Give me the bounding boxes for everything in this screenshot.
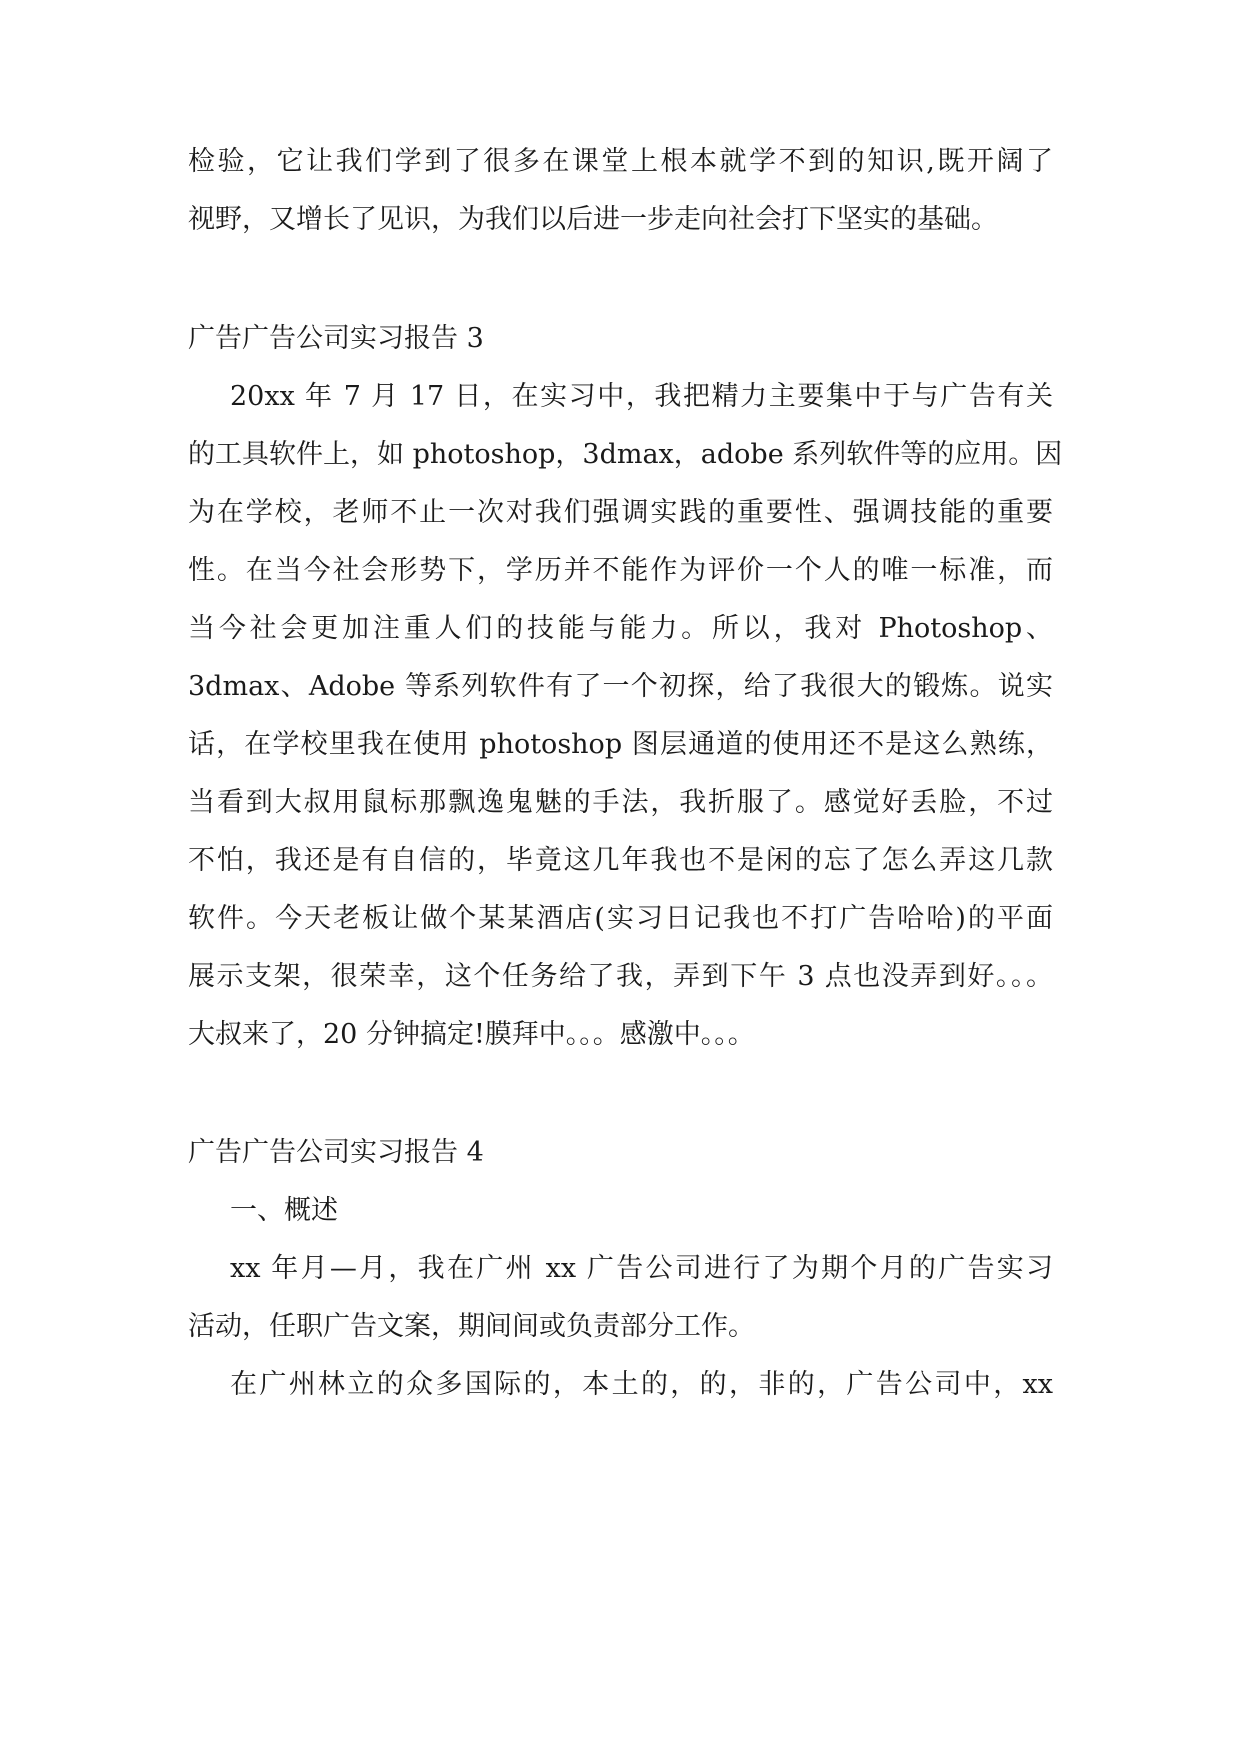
- text-line: 展示支架，很荣幸，这个任务给了我，弄到下午 3 点也没弄到好。。。: [188, 961, 1053, 992]
- text-line: 当今社会更加注重人们的技能与能力。所以，我对 Photoshop、: [188, 613, 1053, 644]
- section-title: 广告广告公司实习报告 3: [188, 323, 484, 354]
- text-line: 当看到大叔用鼠标那飘逸鬼魅的手法，我折服了。感觉好丢脸，不过: [188, 787, 1053, 818]
- text-line: 活动，任职广告文案，期间间或负责部分工作。: [188, 1311, 755, 1342]
- text-line: 不怕，我还是有自信的，毕竟这几年我也不是闲的忘了怎么弄这几款: [188, 845, 1053, 876]
- text-line: 3dmax、Adobe 等系列软件有了一个初探，给了我很大的锻炼。说实: [188, 671, 1053, 702]
- text-line: 大叔来了，20 分钟搞定!膜拜中。。。感激中。。。: [188, 1019, 755, 1050]
- subheading: 一、概述: [230, 1195, 338, 1226]
- text-line: 性。在当今社会形势下，学历并不能作为评价一个人的唯一标准，而: [188, 555, 1053, 586]
- text-line: xx 年月—月，我在广州 xx 广告公司进行了为期个月的广告实习: [230, 1253, 1053, 1284]
- text-line: 为在学校，老师不止一次对我们强调实践的重要性、强调技能的重要: [188, 497, 1053, 528]
- text-line: 软件。今天老板让做个某某酒店(实习日记我也不打广告哈哈)的平面: [188, 903, 1053, 934]
- section-title: 广告广告公司实习报告 4: [188, 1137, 484, 1168]
- text-line: 检验，它让我们学到了很多在课堂上根本就学不到的知识,既开阔了: [188, 146, 1053, 177]
- text-line: 的工具软件上，如 photoshop，3dmax，adobe 系列软件等的应用。因: [188, 439, 1063, 470]
- text-line: 视野，又增长了见识，为我们以后进一步走向社会打下坚实的基础。: [188, 204, 998, 235]
- text-line: 在广州林立的众多国际的，本土的，的，非的，广告公司中，xx: [230, 1369, 1053, 1400]
- text-line: 话，在学校里我在使用 photoshop 图层通道的使用还不是这么熟练，: [188, 729, 1053, 760]
- text-line: 20xx 年 7 月 17 日，在实习中，我把精力主要集中于与广告有关: [230, 381, 1053, 412]
